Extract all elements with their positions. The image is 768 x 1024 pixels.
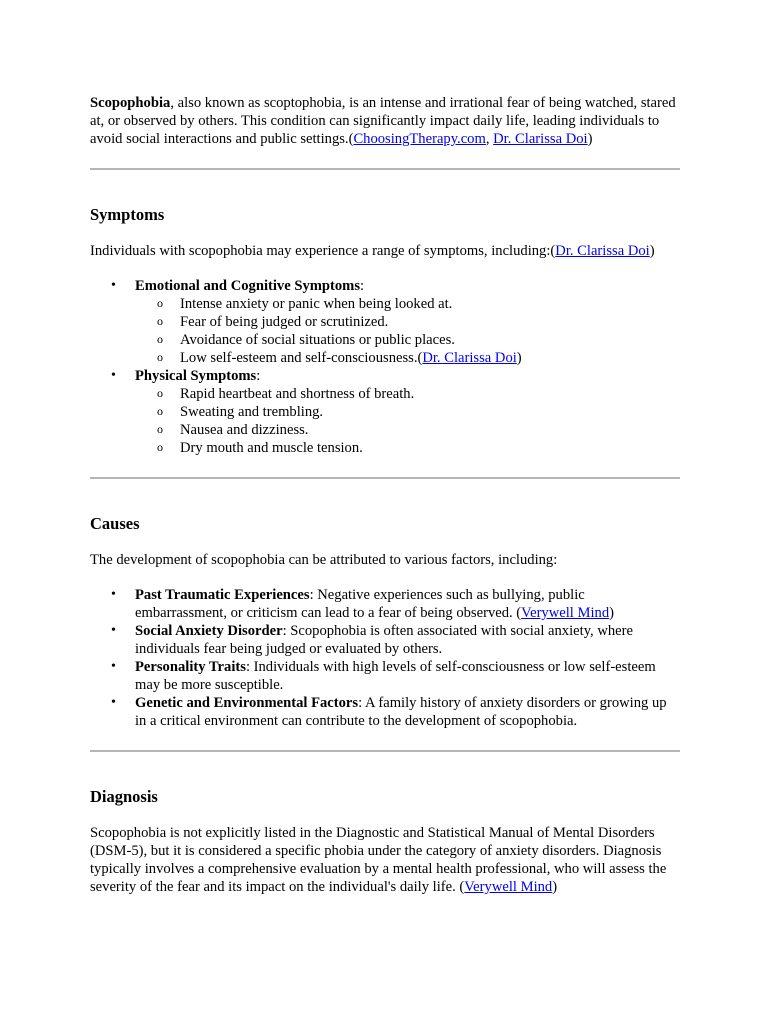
- divider: [90, 477, 680, 479]
- list-item: [90, 658, 680, 694]
- intro-term: Scopophobia: [90, 95, 171, 111]
- cause-title: Genetic and Environmental Factors: [135, 695, 359, 711]
- symptoms-intro: [90, 242, 680, 260]
- intro-text: , also known as scoptophobia, is an intense and irrational fear of being watched, stared at, or observed by others. This condition can significantly impact daily life, leading individuals to avoid social interactions and public settings.(: [90, 95, 676, 147]
- causes-list: [90, 586, 680, 730]
- sub-list: [135, 295, 680, 367]
- list-item: o Avoidance of social situations or public places.: [135, 331, 680, 349]
- list-item-close: ): [516, 350, 522, 366]
- document-content: [90, 94, 680, 896]
- colon: :: [360, 278, 365, 294]
- cause-text: : Negative experiences such as bullying, public embarrassment, or criticism can lead to a fear of being observed. (: [135, 587, 585, 621]
- list-item: [90, 367, 680, 457]
- list-item: o Dry mouth and muscle tension.: [135, 439, 680, 457]
- causes-heading: Causes: [90, 514, 140, 533]
- clarissa-doi-link[interactable]: Dr. Clarissa Doi: [555, 243, 650, 259]
- cause-title: Social Anxiety Disorder: [135, 623, 283, 639]
- diagnosis-close: ): [552, 879, 558, 895]
- cause-title: Personality Traits: [135, 659, 246, 675]
- symptom-group-title: Physical Symptoms: [135, 368, 257, 384]
- list-item: o Fear of being judged or scrutinized.: [135, 313, 680, 331]
- clarissa-doi-link[interactable]: Dr. Clarissa Doi: [422, 350, 517, 366]
- list-item: [135, 349, 680, 367]
- diagnosis-text: Scopophobia is not explicitly listed in the Diagnostic and Statistical Manual of Mental Disorders (DSM-5), but it is considered a specific phobia under the category of anxiety disorders. Diagnosis typically involves a comprehensive evaluation by a mental health professional, who will assess the severity of the fear and its impact on the individual's daily life. (: [90, 825, 667, 895]
- list-item: o Sweating and trembling.: [135, 403, 680, 421]
- list-item: [90, 622, 680, 658]
- symptoms-list: [90, 277, 680, 457]
- cause-text: : Individuals with high levels of self-consciousness or low self-esteem may be more susceptible.: [135, 659, 656, 693]
- diagnosis-heading: Diagnosis: [90, 787, 158, 806]
- intro-separator: ,: [485, 131, 494, 147]
- list-item: o Nausea and dizziness.: [135, 421, 680, 439]
- cause-close: ): [609, 605, 615, 621]
- list-item: [90, 277, 680, 367]
- intro-paragraph: [90, 94, 680, 148]
- cause-text: : Scopophobia is often associated with social anxiety, where individuals fear being judged or evaluated by others.: [135, 623, 633, 657]
- choosingtherapy-link[interactable]: ChoosingTherapy.com: [353, 131, 486, 147]
- causes-intro: The development of scopophobia can be attributed to various factors, including:: [90, 552, 558, 568]
- divider: [90, 168, 680, 170]
- clarissa-doi-link[interactable]: Dr. Clarissa Doi: [493, 131, 588, 147]
- cause-text: : A family history of anxiety disorders or growing up in a critical environment can contribute to the development of scopophobia.: [135, 695, 667, 729]
- diagnosis-paragraph: [90, 824, 680, 896]
- symptoms-intro-text: Individuals with scopophobia may experience a range of symptoms, including:(: [90, 243, 556, 259]
- divider: [90, 750, 680, 752]
- list-item: o Rapid heartbeat and shortness of breath.: [135, 385, 680, 403]
- list-item: [90, 694, 680, 730]
- symptom-group-title: Emotional and Cognitive Symptoms: [135, 278, 361, 294]
- list-item: o Intense anxiety or panic when being looked at.: [135, 295, 680, 313]
- cause-title: Past Traumatic Experiences: [135, 587, 310, 603]
- verywell-mind-link[interactable]: Verywell Mind: [521, 605, 610, 621]
- verywell-mind-link[interactable]: Verywell Mind: [464, 879, 553, 895]
- list-item: [90, 586, 680, 622]
- list-item-text: Low self-esteem and self-consciousness.(: [180, 350, 423, 366]
- colon: :: [256, 368, 261, 384]
- sub-list: [135, 385, 680, 457]
- symptoms-intro-close: ): [649, 243, 655, 259]
- intro-close: ): [587, 131, 593, 147]
- symptoms-heading: Symptoms: [90, 205, 165, 224]
